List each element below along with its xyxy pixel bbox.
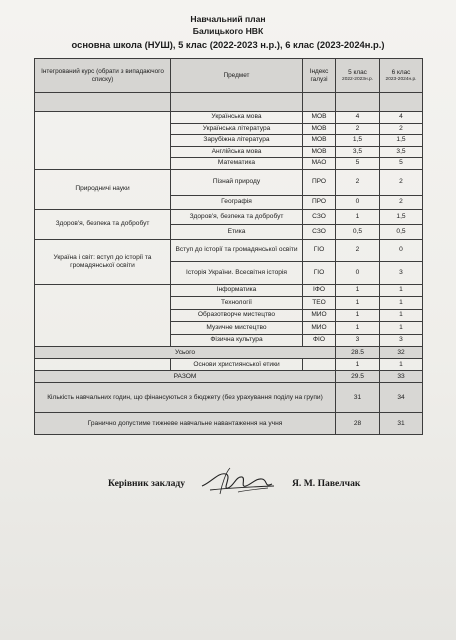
- grade6-cell: 5: [380, 158, 423, 170]
- grade6-cell: 1: [380, 297, 423, 310]
- subject-cell: Етика: [171, 224, 303, 239]
- subject-cell: Вступ до історії та громадянської освіти: [171, 239, 303, 261]
- grade6-cell: 2: [380, 123, 423, 135]
- grade6-cell: 4: [380, 112, 423, 124]
- total-row: [35, 347, 423, 359]
- subject-cell: Українська література: [171, 123, 303, 135]
- grade5-cell: 1: [336, 309, 380, 322]
- max-load-row: [35, 413, 423, 435]
- subject-cell: Музичне мистецтво: [171, 322, 303, 335]
- razom-label: РАЗОМ: [35, 371, 336, 383]
- column-header-subject: Предмет: [171, 59, 303, 93]
- total-grade6: 32: [380, 347, 423, 359]
- razom-row: [35, 371, 423, 383]
- grade5-cell: 2: [336, 123, 380, 135]
- subject-cell: Українська мова: [171, 112, 303, 124]
- course-cell: Здоров'я, безпека та добробут: [35, 209, 171, 239]
- subject-cell: Основи християнської етики: [171, 359, 303, 371]
- course-cell-empty: [35, 359, 171, 371]
- grade5-cell: 1: [336, 209, 380, 224]
- grade5-label: 5 клас: [348, 69, 367, 77]
- index-cell: СЗО: [303, 209, 336, 224]
- signature-name: Я. М. Павелчак: [292, 478, 361, 489]
- funded-label: Кількість навчальних годин, що фінансуються з бюджету (без урахування поділу на групи): [35, 383, 336, 413]
- max-load-grade5: 28: [336, 413, 380, 435]
- grade5-cell: 4: [336, 112, 380, 124]
- table-row: [35, 169, 423, 195]
- subject-cell: Технології: [171, 297, 303, 310]
- course-cell: Україна і світ: вступ до історії та громадянської освіти: [35, 239, 171, 284]
- index-cell: МОВ: [303, 135, 336, 147]
- index-cell: МОВ: [303, 146, 336, 158]
- grade6-cell: 1,5: [380, 209, 423, 224]
- blank-cell: [380, 93, 423, 112]
- subject-cell: Інформатика: [171, 284, 303, 297]
- grade6-cell: 1: [380, 284, 423, 297]
- grade5-cell: 1: [336, 359, 380, 371]
- grade5-cell: 1,5: [336, 135, 380, 147]
- subject-cell: Образотворче мистецтво: [171, 309, 303, 322]
- subject-cell: Зарубіжна література: [171, 135, 303, 147]
- table-header-row: [35, 59, 423, 93]
- grade5-cell: 0: [336, 195, 380, 209]
- grade5-cell: 0,5: [336, 224, 380, 239]
- total-label: Усього: [35, 347, 336, 359]
- subject-cell: Англійська мова: [171, 146, 303, 158]
- index-cell-empty: [303, 359, 336, 371]
- max-load-grade6: 31: [380, 413, 423, 435]
- grade6-cell: 3: [380, 261, 423, 284]
- razom-grade6: 33: [380, 371, 423, 383]
- index-cell: ТЕО: [303, 297, 336, 310]
- column-header-grade6: [380, 59, 423, 93]
- column-header-grade5: [336, 59, 380, 93]
- subject-cell: Фізична культура: [171, 334, 303, 347]
- index-cell: ІФО: [303, 284, 336, 297]
- grade6-cell: 1: [380, 359, 423, 371]
- course-cell-empty: [35, 284, 171, 347]
- title-line-3: основна школа (НУШ), 5 клас (2022-2023 н.р.), 6 клас (2023-2024н.р.): [71, 39, 385, 50]
- handwritten-signature-icon: [198, 464, 278, 500]
- index-cell: ПРО: [303, 195, 336, 209]
- grade6-cell: 2: [380, 195, 423, 209]
- total-grade5: 28.5: [336, 347, 380, 359]
- grade5-cell: 5: [336, 158, 380, 170]
- index-cell: ФІО: [303, 334, 336, 347]
- grade6-cell: 0: [380, 239, 423, 261]
- table-row: [35, 209, 423, 224]
- subject-cell: Історія України. Всесвітня історія: [171, 261, 303, 284]
- index-cell: МОВ: [303, 123, 336, 135]
- grade5-cell: 1: [336, 322, 380, 335]
- razom-grade5: 29.5: [336, 371, 380, 383]
- grade5-cell: 3,5: [336, 146, 380, 158]
- funded-grade6: 34: [380, 383, 423, 413]
- column-header-course: Інтегрований курс (обрати з випадаючого списку): [35, 59, 171, 93]
- subject-cell: Пізнай природу: [171, 169, 303, 195]
- grade5-cell: 2: [336, 239, 380, 261]
- blank-cell: [303, 93, 336, 112]
- subject-cell: Здоров'я, безпека та добробут: [171, 209, 303, 224]
- index-cell: ПРО: [303, 169, 336, 195]
- blank-cell: [35, 93, 171, 112]
- course-cell-empty: [35, 112, 171, 170]
- funded-grade5: 31: [336, 383, 380, 413]
- table-row: [35, 284, 423, 297]
- signature-role: Керівник закладу: [108, 478, 186, 489]
- grade6-cell: 2: [380, 169, 423, 195]
- grade5-cell: 0: [336, 261, 380, 284]
- title-line-2: Балицького НВК: [192, 26, 264, 36]
- index-cell: МАО: [303, 158, 336, 170]
- subject-cell: Географія: [171, 195, 303, 209]
- grade6-cell: 1: [380, 322, 423, 335]
- blank-cell: [171, 93, 303, 112]
- grade6-cell: 3: [380, 334, 423, 347]
- curriculum-table: [34, 58, 423, 435]
- grade6-cell: 1,5: [380, 135, 423, 147]
- table-row-blank: [35, 93, 423, 112]
- grade6-cell: 1: [380, 309, 423, 322]
- subject-cell: Математика: [171, 158, 303, 170]
- funded-hours-row: [35, 383, 423, 413]
- table-row: [35, 112, 423, 124]
- grade5-cell: 1: [336, 284, 380, 297]
- index-cell: ГІО: [303, 261, 336, 284]
- grade6-cell: 3,5: [380, 146, 423, 158]
- grade6-label: 6 клас: [391, 69, 411, 77]
- index-cell: МОВ: [303, 112, 336, 124]
- table-row: [35, 239, 423, 261]
- grade5-cell: 3: [336, 334, 380, 347]
- index-cell: СЗО: [303, 224, 336, 239]
- max-load-label: Гранично допустиме тижневе навчальне навантаження на учня: [35, 413, 336, 435]
- grade5-cell: 2: [336, 169, 380, 195]
- grade5-year: 2022-2023н.р.: [342, 76, 373, 82]
- blank-cell: [336, 93, 380, 112]
- christian-ethics-row: [35, 359, 423, 371]
- grade6-year: 2023-2024н.р.: [385, 76, 417, 82]
- title-line-1: Навчальний план: [190, 14, 266, 24]
- grade5-cell: 1: [336, 297, 380, 310]
- column-header-index: Індекс галузі: [303, 59, 336, 93]
- grade6-cell: 0,5: [380, 224, 423, 239]
- index-cell: МИО: [303, 309, 336, 322]
- index-cell: МИО: [303, 322, 336, 335]
- course-cell: Природничі науки: [35, 169, 171, 209]
- index-cell: ГІО: [303, 239, 336, 261]
